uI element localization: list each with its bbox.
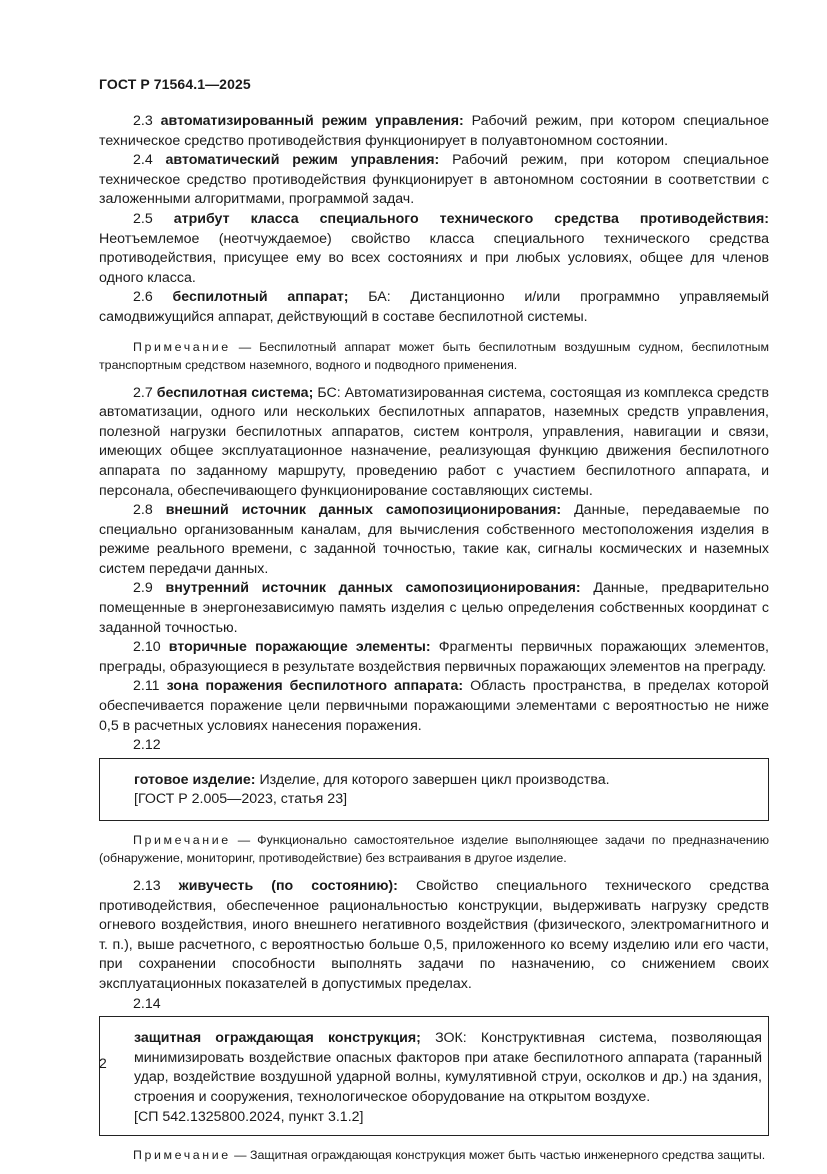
term-title: беспилотная система; — [156, 384, 314, 401]
term-definition: Область пространства, в пределах которой обеспечивается поражение цели первичными поражающими элементами с вероятностью не ниже 0,5 в расчетных условиях нанесения поражения. — [99, 678, 769, 734]
term-2-7 — [99, 384, 769, 502]
term-2-13 — [99, 877, 769, 995]
term-title: внешний источник данных самопозиционирования: — [165, 502, 562, 519]
quoted-term-box-2-14 — [99, 1016, 769, 1136]
term-definition: БА: Дистанционно и/или программно управляемый самодвижущийся аппарат, действующий в составе беспилотной системы. — [99, 289, 769, 325]
term-2-14-number: 2.14 — [133, 995, 161, 1012]
term-number: 2.9 — [133, 580, 153, 597]
note-2-14 — [99, 1146, 769, 1164]
term-2-4 — [99, 151, 769, 210]
term-number: 2.7 — [133, 384, 153, 401]
term-number: 2.8 — [133, 502, 153, 519]
note-2-12 — [99, 831, 769, 867]
term-number: 2.3 — [133, 113, 153, 129]
term-source-reference: [СП 542.1325800.2024, пункт 3.1.2] — [134, 1108, 364, 1125]
term-2-3 — [99, 112, 769, 151]
term-definition: Данные, предварительно помещенные в энергонезависимую память изделия с целью определения собственных координат с заданной точностью. — [99, 580, 769, 636]
note-text: — Защитная ограждающая конструкция может быть частью инженерного средства защиты. — [234, 1148, 766, 1163]
term-2-11 — [99, 677, 769, 736]
term-title: вторичные поражающие элементы: — [168, 639, 431, 656]
note-text: — Функционально самостоятельное изделие выполняющее задачи по предназначению (обнаружение, мониторинг, противодействие) без встраивания в другое изделие. — [99, 833, 769, 865]
term-number: 2.5 — [133, 210, 153, 227]
term-2-9 — [99, 579, 769, 638]
term-2-10 — [99, 638, 769, 677]
page-header-title: ГОСТ Р 71564.1—2025 — [99, 76, 251, 92]
term-definition: БС: Автоматизированная система, состоящая из комплекса средств автоматизации, одного или нескольких беспилотных аппаратов, наземных средств управления, полезной нагрузки беспилотных аппаратов, систем контроля, управления, навигации и связи, имеющих общее эксплуатационное назначение, реализующая функцию движения беспилотного аппарата по заданному маршруту, проведению работ с участием беспилотного аппарата, и персонала, обеспечивающего функционирование составляющих системы. — [99, 384, 770, 499]
term-2-12 — [134, 771, 752, 791]
term-title: автоматический режим управления: — [165, 152, 440, 169]
quoted-term-box-2-12 — [99, 758, 769, 821]
term-title: беспилотный аппарат; — [172, 289, 349, 306]
document-body — [99, 112, 769, 1174]
term-definition: Фрагменты первичных поражающих элементов, преграды, образующиеся в результате воздействия первичных поражающих элементов на преграду. — [99, 639, 769, 675]
term-title: атрибут класса специального технического средства противодействия: — [173, 210, 769, 227]
note-2-6 — [99, 338, 769, 374]
term-number: 2.10 — [133, 639, 161, 656]
note-label: Примечание — [133, 339, 231, 354]
term-definition: Изделие, для которого завершен цикл производства. — [259, 771, 610, 788]
term-number: 2.11 — [133, 678, 160, 695]
term-definition: ЗОК: Конструктивная система, позволяющая минимизировать воздействие опасных факторов при атаке беспилотного аппарата (таранный удар, воздействие воздушной ударной волны, кумулятивной струи, осколков и др.) на здания, строения и сооружения, технологическое оборудование на открытом воздухе. — [134, 1030, 762, 1105]
term-2-6 — [99, 288, 769, 327]
term-2-14 — [134, 1029, 762, 1107]
term-definition: Рабочий режим, при котором специальное техническое средство противодействия функционирует в автономном состоянии в соответствии с заложенными алгоритмами, программой задач. — [99, 152, 769, 208]
page-number: 2 — [99, 1055, 107, 1071]
term-title: готовое изделие: — [134, 771, 256, 788]
term-title: зона поражения беспилотного аппарата: — [166, 678, 464, 695]
term-source-reference: [ГОСТ Р 2.005—2023, статья 23] — [134, 791, 348, 808]
term-number: 2.13 — [133, 878, 161, 894]
term-definition: Данные, передаваемые по специально организованным каналам, для вычисления собственного местоположения изделия в режиме реального времени, с заданной точностью, такие как, сигналы космических и наземных систем передачи данных. — [99, 502, 769, 577]
note-label: Примечание — [133, 1148, 231, 1163]
term-2-8 — [99, 501, 769, 579]
term-definition: Свойство специального технического средства противодействия, обеспеченное рациональностью конструкции, выдерживать нагрузку средств огневого воздействия, иного внешнего негативного воздействия (физического, электромагнитного и т. п.), выше расчетного, с вероятностью больше 0,5, приложенного ко всему изделию или его части, при сохранении способности выполнять задачи по назначению, со снижением своих эксплуатационных показателей в допустимых пределах. — [99, 878, 769, 992]
term-number: 2.6 — [133, 289, 153, 306]
term-2-5 — [99, 210, 769, 288]
term-title: внутренний источник данных самопозиционирования: — [165, 580, 581, 597]
term-number: 2.4 — [133, 152, 153, 169]
note-label: Примечание — [133, 833, 231, 847]
term-title: живучесть (по состоянию): — [178, 878, 398, 894]
term-title: защитная ограждающая конструкция; — [134, 1030, 421, 1047]
term-definition: Рабочий режим, при котором специальное техническое средство противодействия функционирует в полуавтономном состоянии. — [99, 113, 769, 149]
term-definition: Неотъемлемое (неотчуждаемое) свойство класса специального технического средства противодействия, присущее ему во всех состояниях и при любых условиях, общее для членов одного класса. — [99, 230, 769, 286]
term-title: автоматизированный режим управления: — [160, 113, 464, 129]
term-2-12-number: 2.12 — [133, 737, 161, 754]
note-text: — Беспилотный аппарат может быть беспилотным воздушным судном, беспилотным транспортным средством наземного, водного и подводного применения. — [99, 339, 769, 372]
